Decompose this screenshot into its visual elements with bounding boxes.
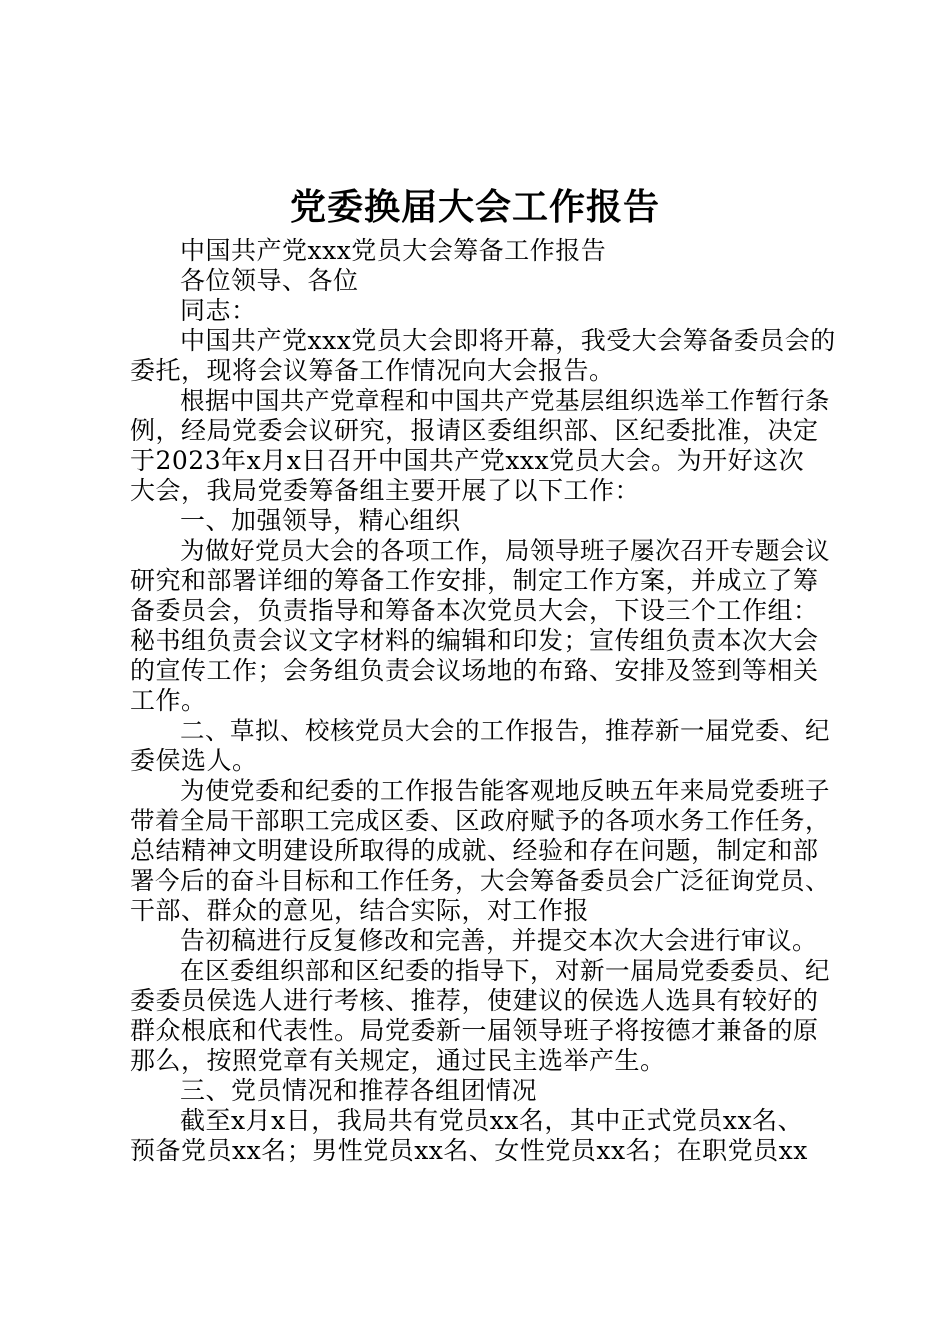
body-line: 于2023年x月x日召开中国共产党xxx党员大会。为开好这次 xyxy=(130,446,805,475)
section-heading: 三、党员情况和推荐各组团情况 xyxy=(180,1076,538,1105)
body-line: 预备党员xx名；男性党员xx名、女性党员xx名；在职党员xx xyxy=(130,1136,808,1165)
body-line: 群众根底和代表性。局党委新一届领导班子将按德才兼备的原 xyxy=(130,1016,819,1045)
body-line: 那么，按照党章有关规定，通过民主选举产生。 xyxy=(130,1046,666,1075)
section-heading: 二、草拟、校核党员大会的工作报告，推荐新一届党委、纪 xyxy=(180,716,830,745)
body-line: 委委员侯选人进行考核、推荐，使建议的侯选人选具有较好的 xyxy=(130,986,819,1015)
document-body xyxy=(130,236,840,1166)
body-line: 在区委组织部和区纪委的指导下，对新一届局党委委员、纪 xyxy=(180,956,830,985)
body-line: 干部、群众的意见，结合实际，对工作报 xyxy=(130,896,590,925)
body-line: 工作。 xyxy=(130,686,207,715)
body-line: 署今后的奋斗目标和工作任务，大会筹备委员会广泛征询党员、 xyxy=(130,866,830,895)
body-line: 秘书组负责会议文字材料的编辑和印发；宣传组负责本次大会 xyxy=(130,626,819,655)
section-heading: 一、加强领导，精心组织 xyxy=(180,506,461,535)
section-heading: 委侯选人。 xyxy=(130,746,258,775)
body-line: 同志： xyxy=(180,296,257,325)
document-title: 党委换届大会工作报告 xyxy=(289,187,660,228)
body-line: 带着全局干部职工完成区委、区政府赋予的各项水务工作任务， xyxy=(130,806,830,835)
body-line: 截至x月x日，我局共有党员xx名，其中正式党员xx名、 xyxy=(180,1106,804,1135)
body-line: 总结精神文明建设所取得的成就、经验和存在问题，制定和部 xyxy=(130,836,819,865)
body-line: 中国共产党xxx党员大会筹备工作报告 xyxy=(180,236,607,265)
body-line: 例，经局党委会议研究，报请区委组织部、区纪委批准，决定 xyxy=(130,416,819,445)
body-line: 中国共产党xxx党员大会即将开幕，我受大会筹备委员会的 xyxy=(180,326,836,355)
body-line: 为做好党员大会的各项工作，局领导班子屡次召开专题会议 xyxy=(180,536,830,565)
body-line: 为使党委和纪委的工作报告能客观地反映五年来局党委班子 xyxy=(180,776,830,805)
body-line: 委托，现将会议筹备工作情况向大会报告。 xyxy=(130,356,615,385)
body-line: 备委员会，负责指导和筹备本次党员大会，下设三个工作组： xyxy=(130,596,819,625)
body-line: 告初稿进行反复修改和完善，并提交本次大会进行审议。 xyxy=(180,926,818,955)
body-line: 大会，我局党委筹备组主要开展了以下工作： xyxy=(130,476,641,505)
body-line: 的宣传工作；会务组负责会议场地的布臵、安排及签到等相关 xyxy=(130,656,819,685)
body-line: 各位领导、各位 xyxy=(180,266,359,295)
body-line: 根据中国共产党章程和中国共产党基层组织选举工作暂行条 xyxy=(180,386,830,415)
body-line: 研究和部署详细的筹备工作安排，制定工作方案，并成立了筹 xyxy=(130,566,819,595)
